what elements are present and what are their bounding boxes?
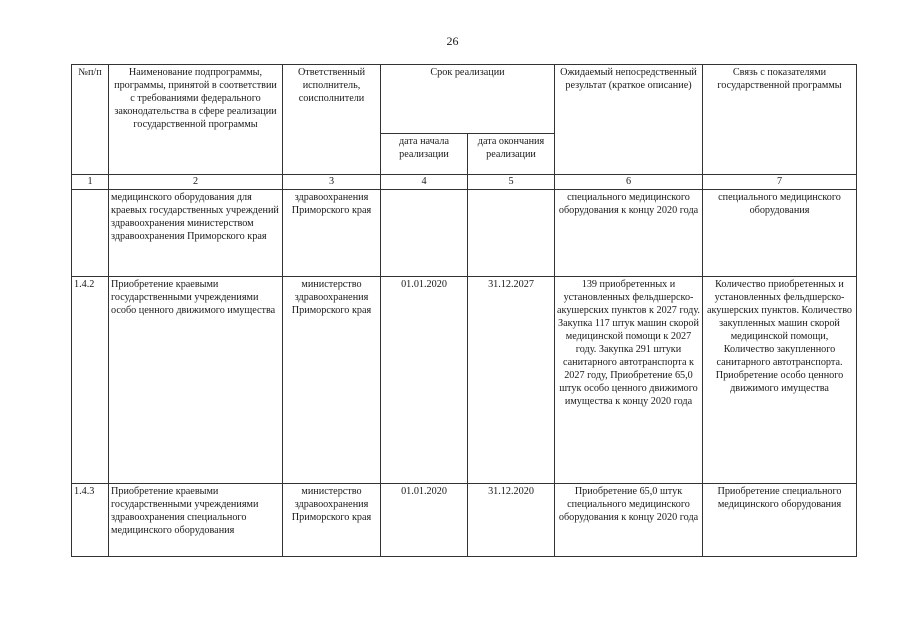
row-end-date: 31.12.2027 — [468, 277, 555, 484]
header-period: Срок реализации — [381, 65, 555, 134]
header-end-date: дата окончания реализации — [468, 134, 555, 175]
row-link: специального медицинского оборудования — [703, 190, 857, 277]
row-result: 139 приобретенных и установленных фельдшерско-акушерских пунктов к 2027 году. Закупка 117 штук машин скорой медицинской помощи к 2027 году. Закупка 291 штуки санитарного автотранспорта к 2027 году, Приобретение 65,0 штук особо ценного движимого имущества к концу 2020 года — [555, 277, 703, 484]
column-number: 3 — [283, 175, 381, 190]
row-number: 1.4.3 — [72, 484, 109, 557]
row-executor: министерство здравоохранения Приморского края — [283, 277, 381, 484]
column-number: 1 — [72, 175, 109, 190]
header-result: Ожидаемый непосредственный результат (краткое описание) — [555, 65, 703, 175]
row-result: специального медицинского оборудования к концу 2020 года — [555, 190, 703, 277]
header-start-date: дата начала реализации — [381, 134, 468, 175]
header-name: Наименование подпрограммы, программы, принятой в соответствии с требованиями федерального законодательства в сфере реализации государственной программы — [109, 65, 283, 175]
column-number: 2 — [109, 175, 283, 190]
row-executor: министерство здравоохранения Приморского края — [283, 484, 381, 557]
row-name: Приобретение краевыми государственными учреждениями здравоохранения специального медицинского оборудования — [109, 484, 283, 557]
row-start-date: 01.01.2020 — [381, 277, 468, 484]
table-row — [72, 484, 857, 557]
header-link: Связь с показателями государственной программы — [703, 65, 857, 175]
table-row — [72, 277, 857, 484]
column-number: 4 — [381, 175, 468, 190]
row-link: Приобретение специального медицинского оборудования — [703, 484, 857, 557]
row-link: Количество приобретенных и установленных фельдшерско-акушерских пунктов. Количество закупленных машин скорой медицинской помощи, Количество закупленного санитарного автотранспорта. Приобретение особо ценного движимого имущества — [703, 277, 857, 484]
row-end-date — [468, 190, 555, 277]
row-name: Приобретение краевыми государственными учреждениями особо ценного движимого имущества — [109, 277, 283, 484]
header-executor: Ответственный исполнитель, соисполнители — [283, 65, 381, 175]
row-result: Приобретение 65,0 штук специального медицинского оборудования к концу 2020 года — [555, 484, 703, 557]
row-start-date — [381, 190, 468, 277]
row-start-date: 01.01.2020 — [381, 484, 468, 557]
column-number: 7 — [703, 175, 857, 190]
column-number: 6 — [555, 175, 703, 190]
column-number: 5 — [468, 175, 555, 190]
header-number: №п/п — [72, 65, 109, 175]
header-row — [72, 65, 857, 134]
table-row — [72, 190, 857, 277]
page-number: 26 — [446, 34, 459, 48]
row-end-date: 31.12.2020 — [468, 484, 555, 557]
row-name: медицинского оборудования для краевых государственных учреждений здравоохранения министерством здравоохранения Приморского края — [109, 190, 283, 277]
column-number-row — [72, 175, 857, 190]
row-number: 1.4.2 — [72, 277, 109, 484]
row-executor: здравоохранения Приморского края — [283, 190, 381, 277]
row-number — [72, 190, 109, 277]
program-table — [71, 64, 857, 557]
